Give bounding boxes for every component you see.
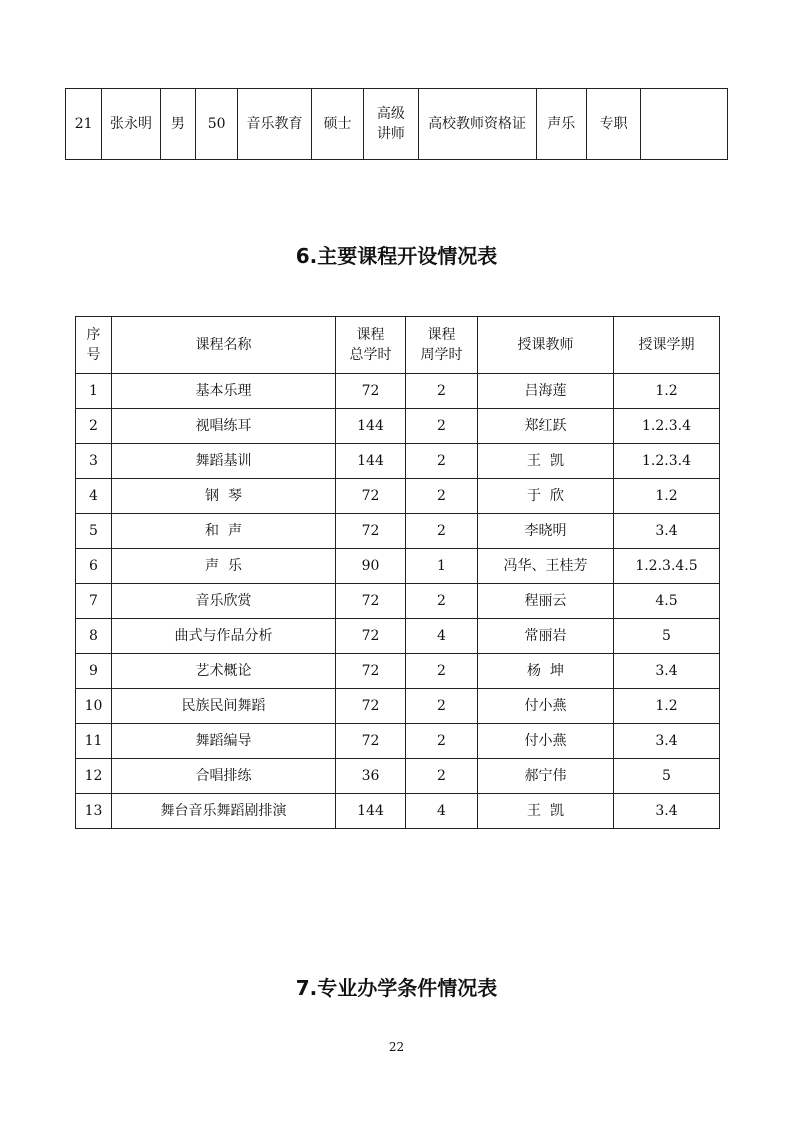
course-name: 和 声: [112, 514, 336, 549]
page-number: 22: [388, 1040, 405, 1054]
course-index: 1: [76, 374, 112, 409]
table-header-row: [76, 317, 720, 374]
table-row: [76, 724, 720, 759]
staff-name: 张永明: [102, 89, 160, 160]
table-row: [76, 549, 720, 584]
section-heading-courses: 6.主要课程开设情况表: [295, 244, 498, 268]
course-semester: 3.4: [614, 514, 720, 549]
course-semester: 3.4: [614, 724, 720, 759]
course-name: 舞蹈基训: [112, 444, 336, 479]
course-index: 6: [76, 549, 112, 584]
table-row: [66, 89, 728, 160]
course-name: 视唱练耳: [112, 409, 336, 444]
course-index: 4: [76, 479, 112, 514]
course-teacher: 杨 坤: [478, 654, 614, 689]
course-teacher: 于 欣: [478, 479, 614, 514]
course-total-hours: 36: [336, 759, 406, 794]
course-name: 钢 琴: [112, 479, 336, 514]
table-row: [76, 794, 720, 829]
course-total-hours: 72: [336, 479, 406, 514]
table-row: [76, 409, 720, 444]
table-row: [76, 514, 720, 549]
course-total-hours: 72: [336, 654, 406, 689]
course-semester: 4.5: [614, 584, 720, 619]
course-index: 10: [76, 689, 112, 724]
course-weekly-hours: 4: [406, 794, 478, 829]
course-total-hours: 72: [336, 619, 406, 654]
course-weekly-hours: 2: [406, 724, 478, 759]
course-teacher: 郑红跃: [478, 409, 614, 444]
course-teacher: 郝宁伟: [478, 759, 614, 794]
course-name: 艺术概论: [112, 654, 336, 689]
course-index: 2: [76, 409, 112, 444]
table-row: [76, 479, 720, 514]
course-semester: 3.4: [614, 794, 720, 829]
staff-major: 音乐教育: [238, 89, 312, 160]
section-heading-conditions: 7.专业办学条件情况表: [295, 976, 498, 1000]
course-weekly-hours: 2: [406, 479, 478, 514]
course-semester: 5: [614, 619, 720, 654]
course-table-body: [76, 374, 720, 829]
course-total-hours: 72: [336, 724, 406, 759]
course-index: 7: [76, 584, 112, 619]
course-name: 民族民间舞蹈: [112, 689, 336, 724]
staff-index: 21: [66, 89, 102, 160]
course-weekly-hours: 2: [406, 689, 478, 724]
course-index: 12: [76, 759, 112, 794]
course-teacher: 王 凯: [478, 794, 614, 829]
table-row: [76, 444, 720, 479]
table-row: [76, 584, 720, 619]
course-total-hours: 72: [336, 689, 406, 724]
course-semester: 1.2.3.4.5: [614, 549, 720, 584]
course-index: 9: [76, 654, 112, 689]
course-total-hours: 144: [336, 794, 406, 829]
staff-certificate: 高校教师资格证: [418, 89, 536, 160]
course-name: 合唱排练: [112, 759, 336, 794]
course-weekly-hours: 2: [406, 654, 478, 689]
column-header-total-hours: 课程 总学时: [336, 317, 406, 374]
table-row: [76, 374, 720, 409]
column-header-semester: 授课学期: [614, 317, 720, 374]
course-index: 5: [76, 514, 112, 549]
course-index: 3: [76, 444, 112, 479]
course-name: 基本乐理: [112, 374, 336, 409]
staff-subject: 声乐: [536, 89, 586, 160]
table-row: [76, 654, 720, 689]
course-table: [75, 316, 720, 829]
course-total-hours: 144: [336, 444, 406, 479]
table-row: [76, 759, 720, 794]
course-name: 声 乐: [112, 549, 336, 584]
course-semester: 1.2.3.4: [614, 444, 720, 479]
course-semester: 1.2: [614, 689, 720, 724]
course-teacher: 吕海莲: [478, 374, 614, 409]
course-teacher: 冯华、王桂芳: [478, 549, 614, 584]
course-weekly-hours: 2: [406, 409, 478, 444]
course-semester: 1.2.3.4: [614, 409, 720, 444]
course-weekly-hours: 2: [406, 584, 478, 619]
course-index: 13: [76, 794, 112, 829]
course-weekly-hours: 4: [406, 619, 478, 654]
course-weekly-hours: 1: [406, 549, 478, 584]
staff-remark: [641, 89, 728, 160]
course-weekly-hours: 2: [406, 374, 478, 409]
course-semester: 5: [614, 759, 720, 794]
course-total-hours: 144: [336, 409, 406, 444]
course-semester: 1.2: [614, 479, 720, 514]
course-total-hours: 72: [336, 584, 406, 619]
table-row: [76, 689, 720, 724]
course-teacher: 付小燕: [478, 689, 614, 724]
course-semester: 1.2: [614, 374, 720, 409]
course-teacher: 常丽岩: [478, 619, 614, 654]
course-teacher: 王 凯: [478, 444, 614, 479]
staff-age: 50: [195, 89, 237, 160]
course-index: 8: [76, 619, 112, 654]
course-semester: 3.4: [614, 654, 720, 689]
course-total-hours: 72: [336, 374, 406, 409]
course-name: 舞台音乐舞蹈剧排演: [112, 794, 336, 829]
staff-degree: 硕士: [311, 89, 363, 160]
table-row: [76, 619, 720, 654]
course-teacher: 程丽云: [478, 584, 614, 619]
course-total-hours: 90: [336, 549, 406, 584]
column-header-weekly-hours: 课程 周学时: [406, 317, 478, 374]
column-header-teacher: 授课教师: [478, 317, 614, 374]
course-teacher: 李晓明: [478, 514, 614, 549]
course-weekly-hours: 2: [406, 444, 478, 479]
staff-title: 高级 讲师: [364, 89, 418, 160]
column-header-index: 序 号: [76, 317, 112, 374]
staff-table: [65, 88, 728, 160]
course-teacher: 付小燕: [478, 724, 614, 759]
course-weekly-hours: 2: [406, 759, 478, 794]
course-weekly-hours: 2: [406, 514, 478, 549]
course-index: 11: [76, 724, 112, 759]
staff-type: 专职: [586, 89, 640, 160]
course-name: 舞蹈编导: [112, 724, 336, 759]
course-name: 曲式与作品分析: [112, 619, 336, 654]
staff-gender: 男: [160, 89, 195, 160]
course-name: 音乐欣赏: [112, 584, 336, 619]
course-total-hours: 72: [336, 514, 406, 549]
column-header-course-name: 课程名称: [112, 317, 336, 374]
